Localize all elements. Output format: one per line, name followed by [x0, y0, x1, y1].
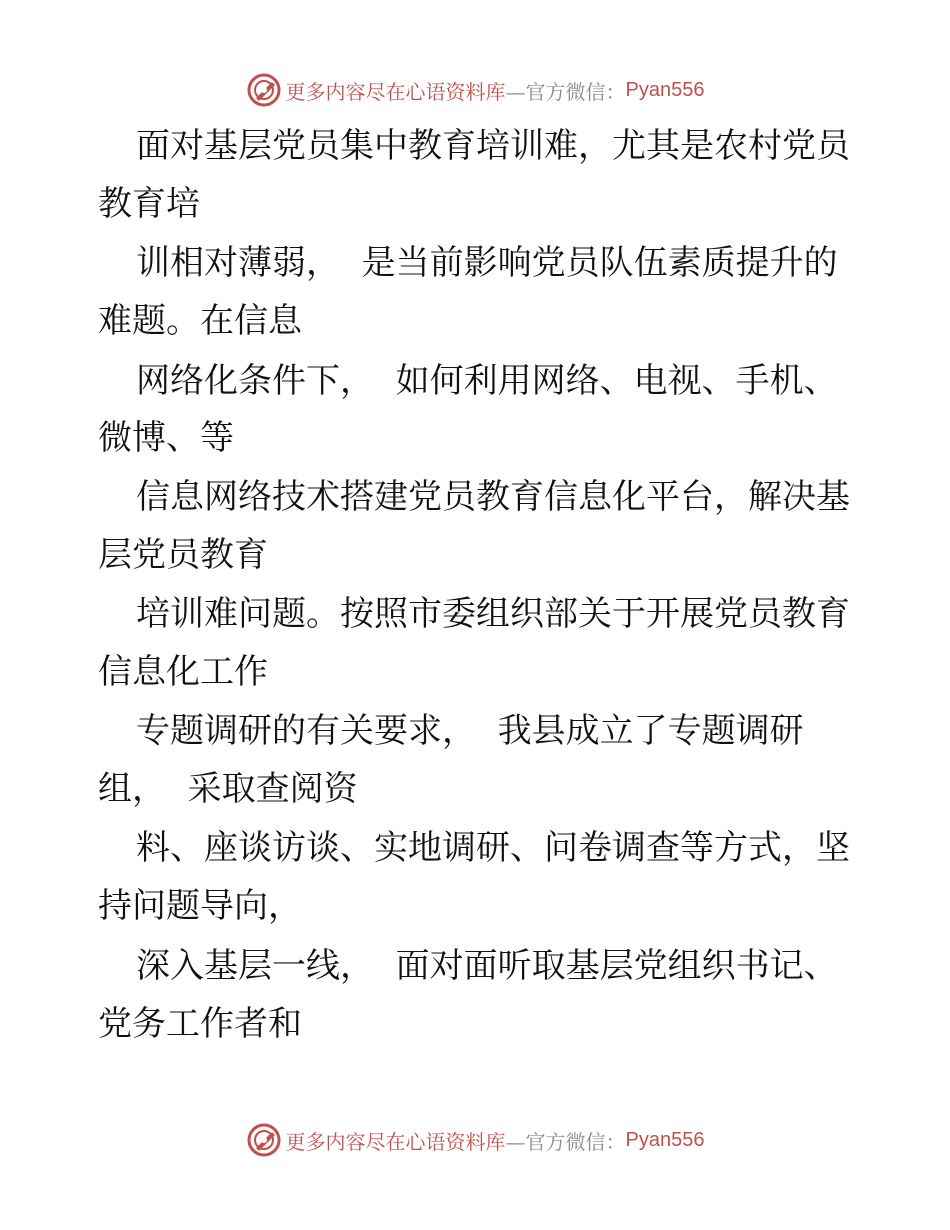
paragraph-line: 持问题导向，: [98, 886, 302, 926]
banner-content: [246, 70, 705, 110]
banner-title: 更多内容尽在心语资料库: [285, 1129, 506, 1154]
paragraph-line: 培训难问题。按照市委组织部关于开展党员教育: [136, 594, 850, 634]
banner-wechat-label: —官方微信：: [505, 1129, 626, 1154]
banner-wechat-label: —官方微信：: [505, 79, 626, 104]
seal-logo-icon: [246, 72, 282, 108]
paragraph-line: 深入基层一线， 面对面听取基层党组织书记、: [136, 946, 838, 986]
paragraph-line: 料、座谈访谈、实地调研、问卷调查等方式，坚: [136, 828, 850, 868]
paragraph-line: 教育培: [98, 184, 200, 224]
paragraph-line: 层党员教育: [98, 535, 268, 575]
paragraph-line: 训相对薄弱， 是当前影响党员队伍素质提升的: [136, 243, 838, 283]
footer-banner: [0, 1120, 950, 1160]
paragraph-line: 难题。在信息: [98, 301, 302, 341]
paragraph-line: 信息网络技术搭建党员教育信息化平台，解决基: [136, 477, 850, 517]
banner-wechat-id: Pyan556: [625, 78, 705, 101]
paragraph-line: 网络化条件下， 如何利用网络、电视、手机、: [136, 361, 838, 401]
paragraph-line: 信息化工作: [98, 652, 268, 692]
paragraph-line: 面对基层党员集中教育培训难，尤其是农村党员: [136, 126, 850, 166]
banner-content: [246, 1120, 705, 1160]
header-banner: [0, 70, 950, 110]
paragraph-line: 微博、等: [98, 418, 234, 458]
paragraph-line: 专题调研的有关要求， 我县成立了专题调研: [136, 711, 804, 751]
paragraph-line: 组， 采取查阅资: [98, 769, 358, 809]
banner-wechat-id: Pyan556: [625, 1128, 705, 1151]
banner-title: 更多内容尽在心语资料库: [285, 79, 506, 104]
paragraph-line: 党务工作者和: [98, 1004, 302, 1044]
seal-logo-icon: [246, 1122, 282, 1158]
